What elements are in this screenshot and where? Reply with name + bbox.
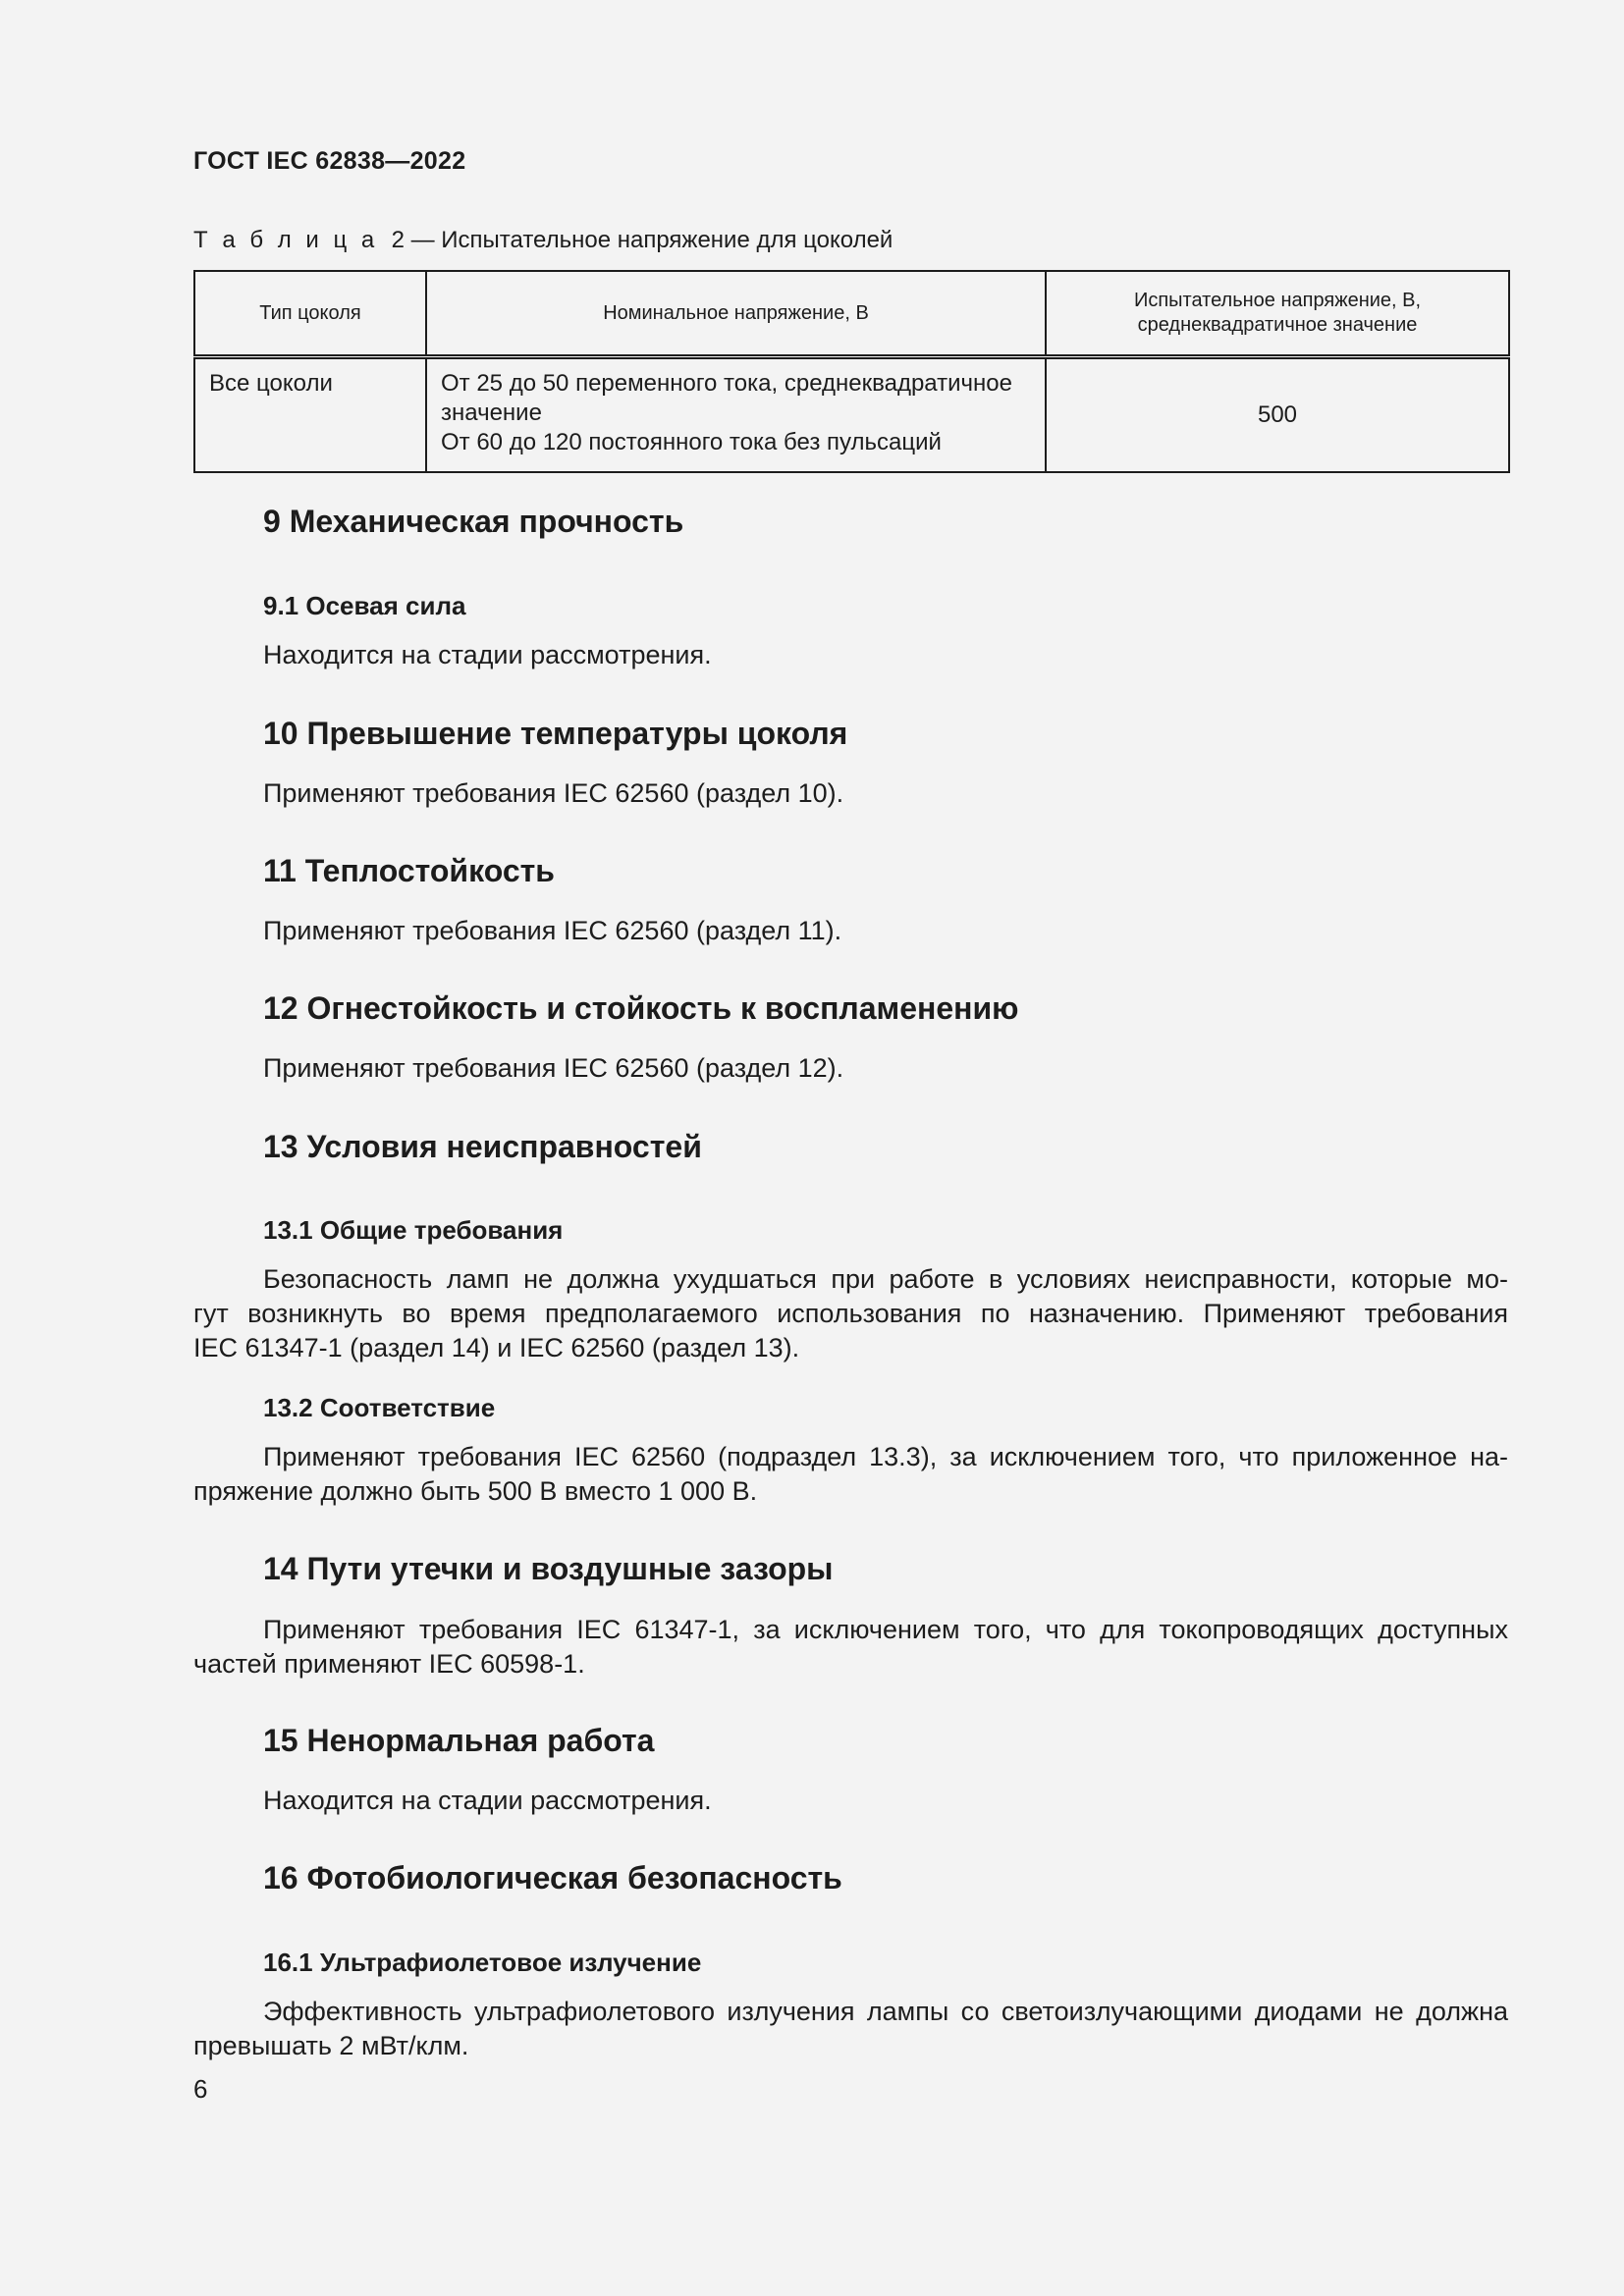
cell-base-type: Все цоколи (194, 357, 426, 473)
header-nominal-voltage: Номинальное напряжение, В (426, 271, 1046, 357)
section-16-title: 16 Фотобиологическая безопасность (263, 1860, 842, 1896)
header-test-voltage-line-1: Испытательное напряжение, В, (1133, 290, 1422, 311)
cell-nominal-voltage-line-1: От 25 до 50 переменного тока, среднеквадратичное (441, 370, 1012, 397)
cell-nominal-voltage (426, 357, 1046, 473)
section-13-2-paragraph (193, 1440, 1508, 1509)
header-test-voltage-line-2: среднеквадратичное значение (1137, 314, 1418, 336)
section-9-1-text: Находится на стадии рассмотрения. (263, 640, 712, 669)
header-test-voltage (1046, 271, 1509, 357)
paragraph-line: Безопасность ламп не должна ухудшаться при работе в условиях неисправности, которые мо- (263, 1264, 1508, 1294)
table-header-row (194, 271, 1509, 357)
section-15-text: Находится на стадии рассмотрения. (263, 1786, 712, 1815)
table-caption (193, 227, 893, 254)
paragraph-line: превышать 2 мВт/клм. (193, 2031, 469, 2060)
table-row (194, 357, 1509, 473)
section-14-title: 14 Пути утечки и воздушные зазоры (263, 1551, 834, 1586)
paragraph-line: пряжение должно быть 500 В вместо 1 000 В. (193, 1476, 758, 1506)
section-12-title: 12 Огнестойкость и стойкость к воспламенению (263, 990, 1019, 1026)
document-header: ГОСТ IEC 62838—2022 (193, 147, 466, 175)
section-13-title: 13 Условия неисправностей (263, 1129, 702, 1164)
cell-nominal-voltage-line-3: От 60 до 120 постоянного тока без пульсаций (441, 429, 942, 455)
section-9-1-title: 9.1 Осевая сила (263, 591, 466, 620)
table-caption-prefix: Т а б л и ц а (193, 227, 379, 253)
test-voltage-table (193, 270, 1510, 473)
paragraph-line: Применяют требования IEC 62560 (подраздел 13.3), за исключением того, что приложенное на- (263, 1442, 1508, 1471)
section-10-title: 10 Превышение температуры цоколя (263, 716, 848, 751)
paragraph-line: Применяют требования IEC 61347-1, за исключением того, что для токопроводящих доступных (263, 1615, 1508, 1644)
section-13-1-paragraph (193, 1262, 1508, 1365)
paragraph-line: IEC 61347-1 (раздел 14) и IEC 62560 (раздел 13). (193, 1333, 800, 1362)
section-14-paragraph (193, 1613, 1508, 1682)
section-13-2-title: 13.2 Соответствие (263, 1393, 496, 1422)
paragraph-line: гут возникнуть во время предполагаемого использования по назначению. Применяют требования (193, 1299, 1508, 1328)
section-13-1-title: 13.1 Общие требования (263, 1215, 564, 1245)
cell-nominal-voltage-line-2: значение (441, 400, 542, 426)
section-11-title: 11 Теплостойкость (263, 853, 555, 888)
page-number: 6 (193, 2074, 208, 2104)
table-caption-text: 2 — Испытательное напряжение для цоколей (391, 227, 893, 253)
section-9-title: 9 Механическая прочность (263, 504, 684, 539)
section-12-text: Применяют требования IEC 62560 (раздел 12). (263, 1053, 844, 1083)
section-11-text: Применяют требования IEC 62560 (раздел 11). (263, 916, 842, 945)
section-15-title: 15 Ненормальная работа (263, 1723, 655, 1758)
paragraph-line: Эффективность ультрафиолетового излучения лампы со светоизлучающими диодами не должна (263, 1997, 1508, 2026)
cell-test-voltage: 500 (1046, 357, 1509, 473)
section-10-text: Применяют требования IEC 62560 (раздел 10). (263, 778, 844, 808)
header-base-type: Тип цоколя (194, 271, 426, 357)
section-16-1-title: 16.1 Ультрафиолетовое излучение (263, 1948, 702, 1977)
section-16-1-paragraph (193, 1995, 1508, 2063)
paragraph-line: частей применяют IEC 60598-1. (193, 1649, 585, 1679)
